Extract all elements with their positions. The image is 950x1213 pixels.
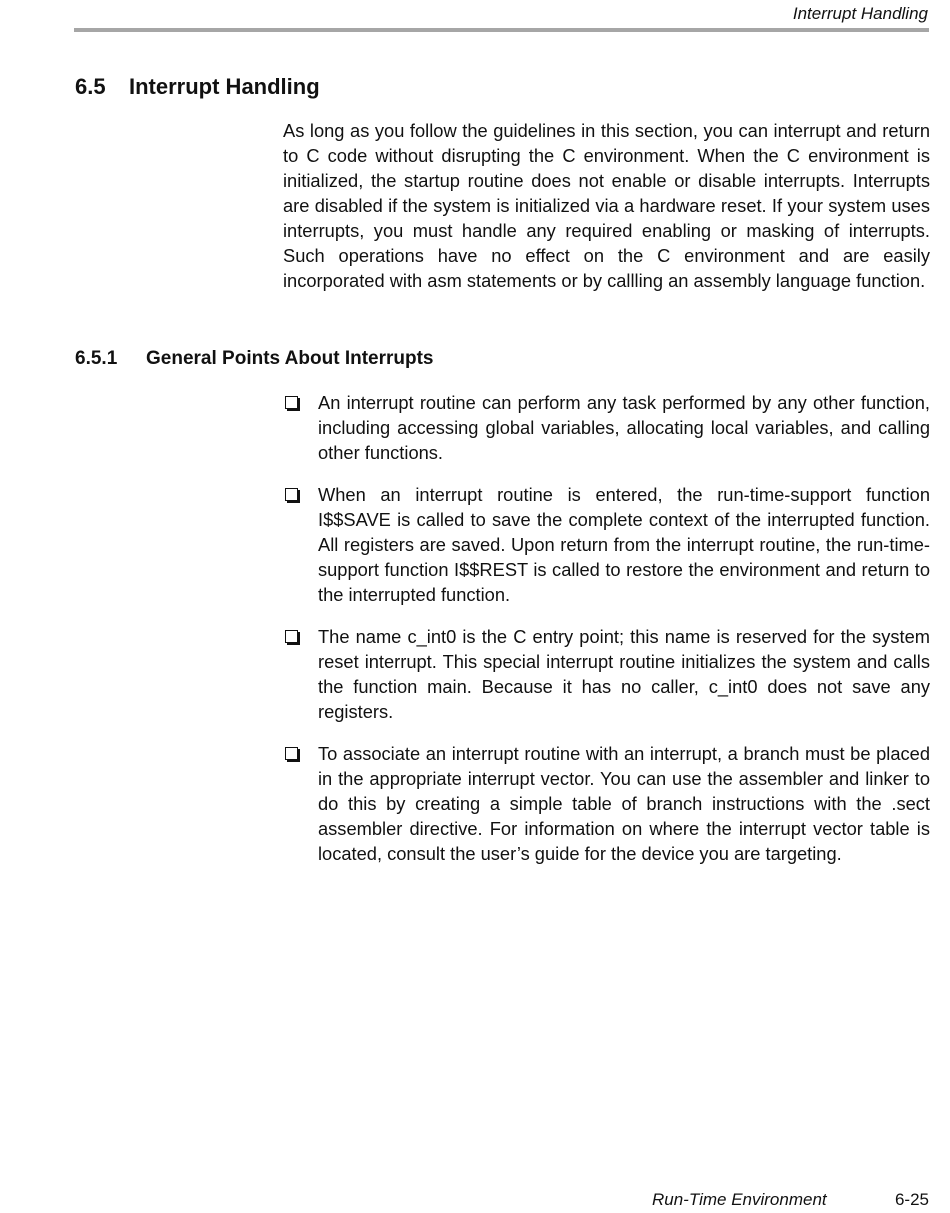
list-item-text: When an interrupt routine is entered, the run-time-support function I$$SAVE is called to save the complete context of the interrupted function. All registers are saved. Upon return from the interrupt routine, the run-time-support function I$$REST is called to restore the environment and return to the interrupted function. (318, 484, 930, 605)
section-number: 6.5 (75, 74, 106, 99)
section-heading (75, 74, 320, 100)
intro-paragraph: As long as you follow the guidelines in this section, you can interrupt and return to C code without disrupting the C environment. When the C environment is initialized, the startup routine does not enable or disable interrupts. Interrupts are disabled if the system is initialized via a hardware reset. If your system uses interrupts, you must handle any required enabling or masking of interrupts. Such operations have no effect on the C environment and are easily incorporated with asm statements or by callling an assembly language function. (283, 120, 930, 291)
section-title: Interrupt Handling (129, 74, 320, 99)
checkbox-bullet-icon (285, 488, 298, 501)
list-item-text: To associate an interrupt routine with an interrupt, a branch must be placed in the appropriate interrupt vector. You can use the assembler and linker to do this by creating a simple table of branch instructions with the .sect assembler directive. For information on where the interrupt vector table is located, consult the user’s guide for the device you are targeting. (318, 743, 930, 864)
footer-chapter-title: Run-Time Environment (652, 1190, 827, 1209)
list-item (283, 624, 930, 724)
header-rule (74, 28, 929, 32)
list-item (283, 390, 930, 465)
checkbox-bullet-icon (285, 630, 298, 643)
list-item-text: The name c_int0 is the C entry point; this name is reserved for the system reset interrupt. This special interrupt routine initializes the system and calls the function main. Because it has no caller, c_int0 does not save any registers. (318, 626, 930, 722)
checkbox-bullet-icon (285, 747, 298, 760)
list-item (283, 482, 930, 607)
running-header: Interrupt Handling (792, 4, 928, 23)
subsection-heading (75, 348, 434, 370)
bullet-list (283, 390, 930, 883)
subsection-number: 6.5.1 (75, 348, 118, 369)
subsection-title: General Points About Interrupts (146, 348, 434, 369)
list-item-text: An interrupt routine can perform any task performed by any other function, including accessing global variables, allocating local variables, and calling other functions. (318, 392, 930, 463)
footer-page-number: 6-25 (894, 1190, 929, 1209)
checkbox-bullet-icon (285, 396, 298, 409)
list-item (283, 741, 930, 866)
